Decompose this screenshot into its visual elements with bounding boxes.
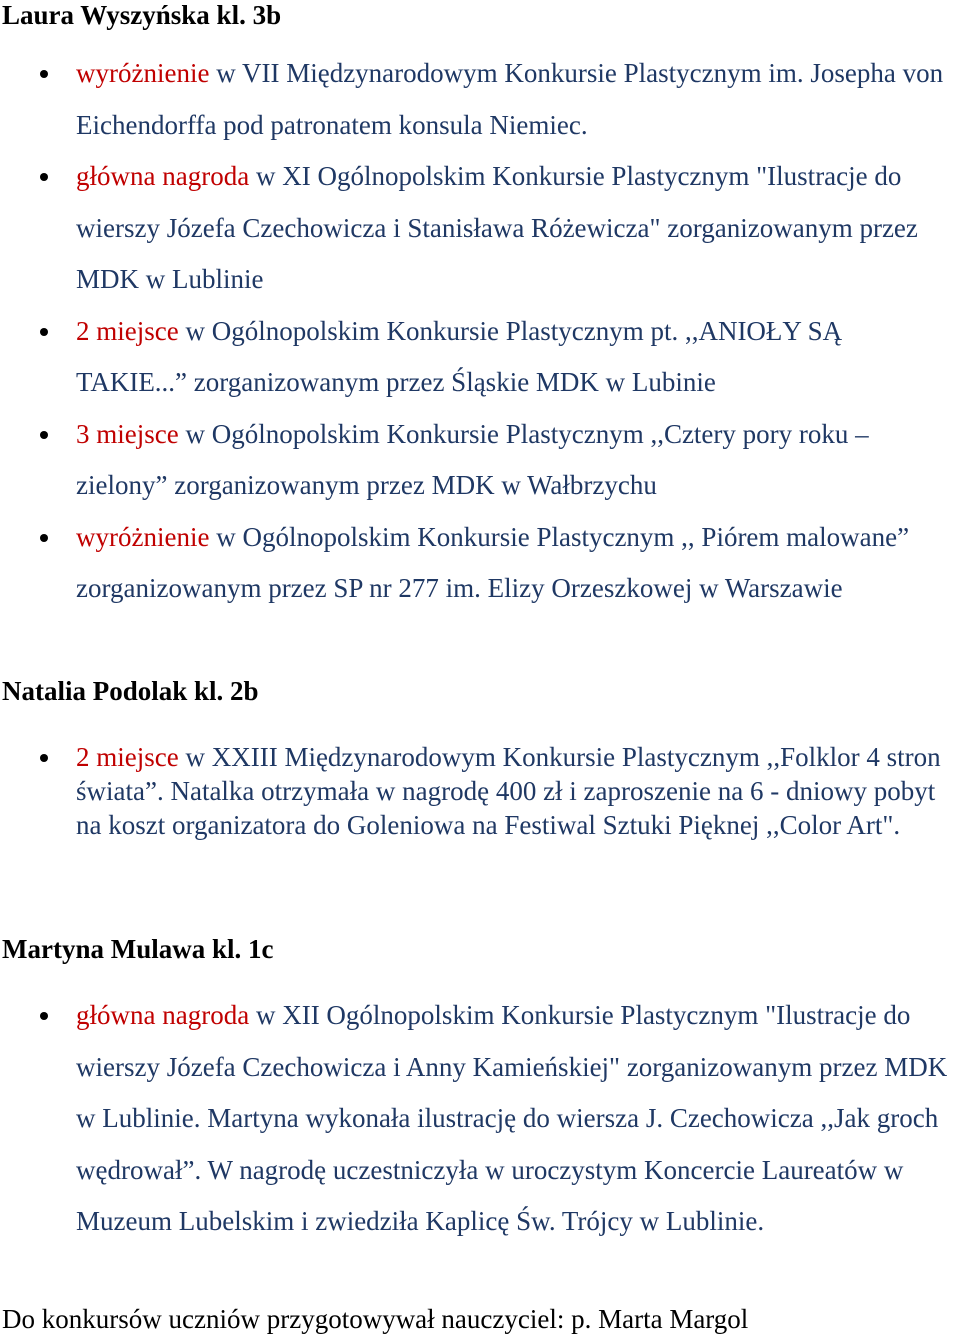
award-description: w XXIII Międzynarodowym Konkursie Plastycznym ,,Folklor 4 stron świata”. Natalka otrzymała w nagrodę 400 zł i zaproszenie na 6 - dniowy pobyt na koszt organizatora do Goleniowa na Festiwal Sztuki Pięknej ,,Color Art".: [76, 742, 941, 840]
award-label: główna nagroda: [76, 1000, 250, 1030]
award-description: w Ogólnopolskim Konkursie Plastycznym ,,Cztery pory roku –: [178, 418, 869, 449]
bullet-icon: [40, 431, 48, 439]
award-description-continued: zielony” zorganizowanym przez MDK w Wałbrzychu: [76, 470, 657, 500]
award-description: w VII Międzynarodowym Konkursie Plastycznym im. Josepha von Eichendorffa pod patronatem konsula Niemiec.: [76, 58, 944, 140]
list-item: [0, 409, 960, 512]
award-description: w Ogólnopolskim Konkursie Plastycznym pt. ,,ANIOŁY SĄ TAKIE...” zorganizowanym przez Śląskie MDK w Lubinie: [76, 315, 843, 397]
award-label: 3 miejsce: [76, 418, 179, 449]
award-list-laura: [0, 48, 960, 615]
list-item: [0, 740, 960, 842]
list-item: [0, 306, 960, 409]
award-list-martyna: [0, 990, 960, 1248]
list-item: [0, 990, 960, 1248]
award-label: 2 miejsce: [76, 315, 179, 346]
award-label: główna nagroda: [76, 161, 250, 191]
award-description: w XII Ogólnopolskim Konkursie Plastycznym "Ilustracje do wierszy Józefa Czechowicza i Anny Kamieńskiej" zorganizowanym przez MDK w Lublinie. Martyna wykonała ilustrację do wiersza J. Czechowicza ,,Jak groch wędrował”. W nagrodę uczestniczyła w uroczystym Koncercie Laureatów w Muzeum Lubelskim i zwiedziła Kaplicę Św. Trójcy w Lublinie.: [76, 1000, 948, 1236]
teacher-footer: Do konkursów uczniów przygotowywał nauczyciel: p. Marta Margol: [2, 1304, 749, 1334]
student-heading-natalia: Natalia Podolak kl. 2b: [2, 676, 259, 706]
award-description: w Ogólnopolskim Konkursie Plastycznym ,, Piórem malowane” zorganizowanym przez SP nr 277 im. Elizy Orzeszkowej w Warszawie: [76, 521, 910, 603]
award-list-natalia: [0, 740, 960, 842]
list-item: [0, 48, 960, 151]
award-label: wyróżnienie: [76, 521, 210, 552]
award-label: 2 miejsce: [76, 742, 179, 772]
student-heading-laura: Laura Wyszyńska kl. 3b: [2, 0, 282, 30]
bullet-icon: [40, 1012, 48, 1020]
student-heading-martyna: Martyna Mulawa kl. 1c: [2, 934, 274, 964]
bullet-icon: [40, 328, 48, 336]
award-label: wyróżnienie: [76, 58, 210, 88]
bullet-icon: [40, 534, 48, 542]
bullet-icon: [40, 70, 48, 78]
bullet-icon: [40, 754, 48, 762]
list-item: [0, 151, 960, 306]
award-description: w XI Ogólnopolskim Konkursie Plastycznym "Ilustracje do wierszy Józefa Czechowicza i Stanisława Różewicza" zorganizowanym przez MDK w Lublinie: [76, 161, 918, 294]
bullet-icon: [40, 173, 48, 181]
list-item: [0, 512, 960, 615]
